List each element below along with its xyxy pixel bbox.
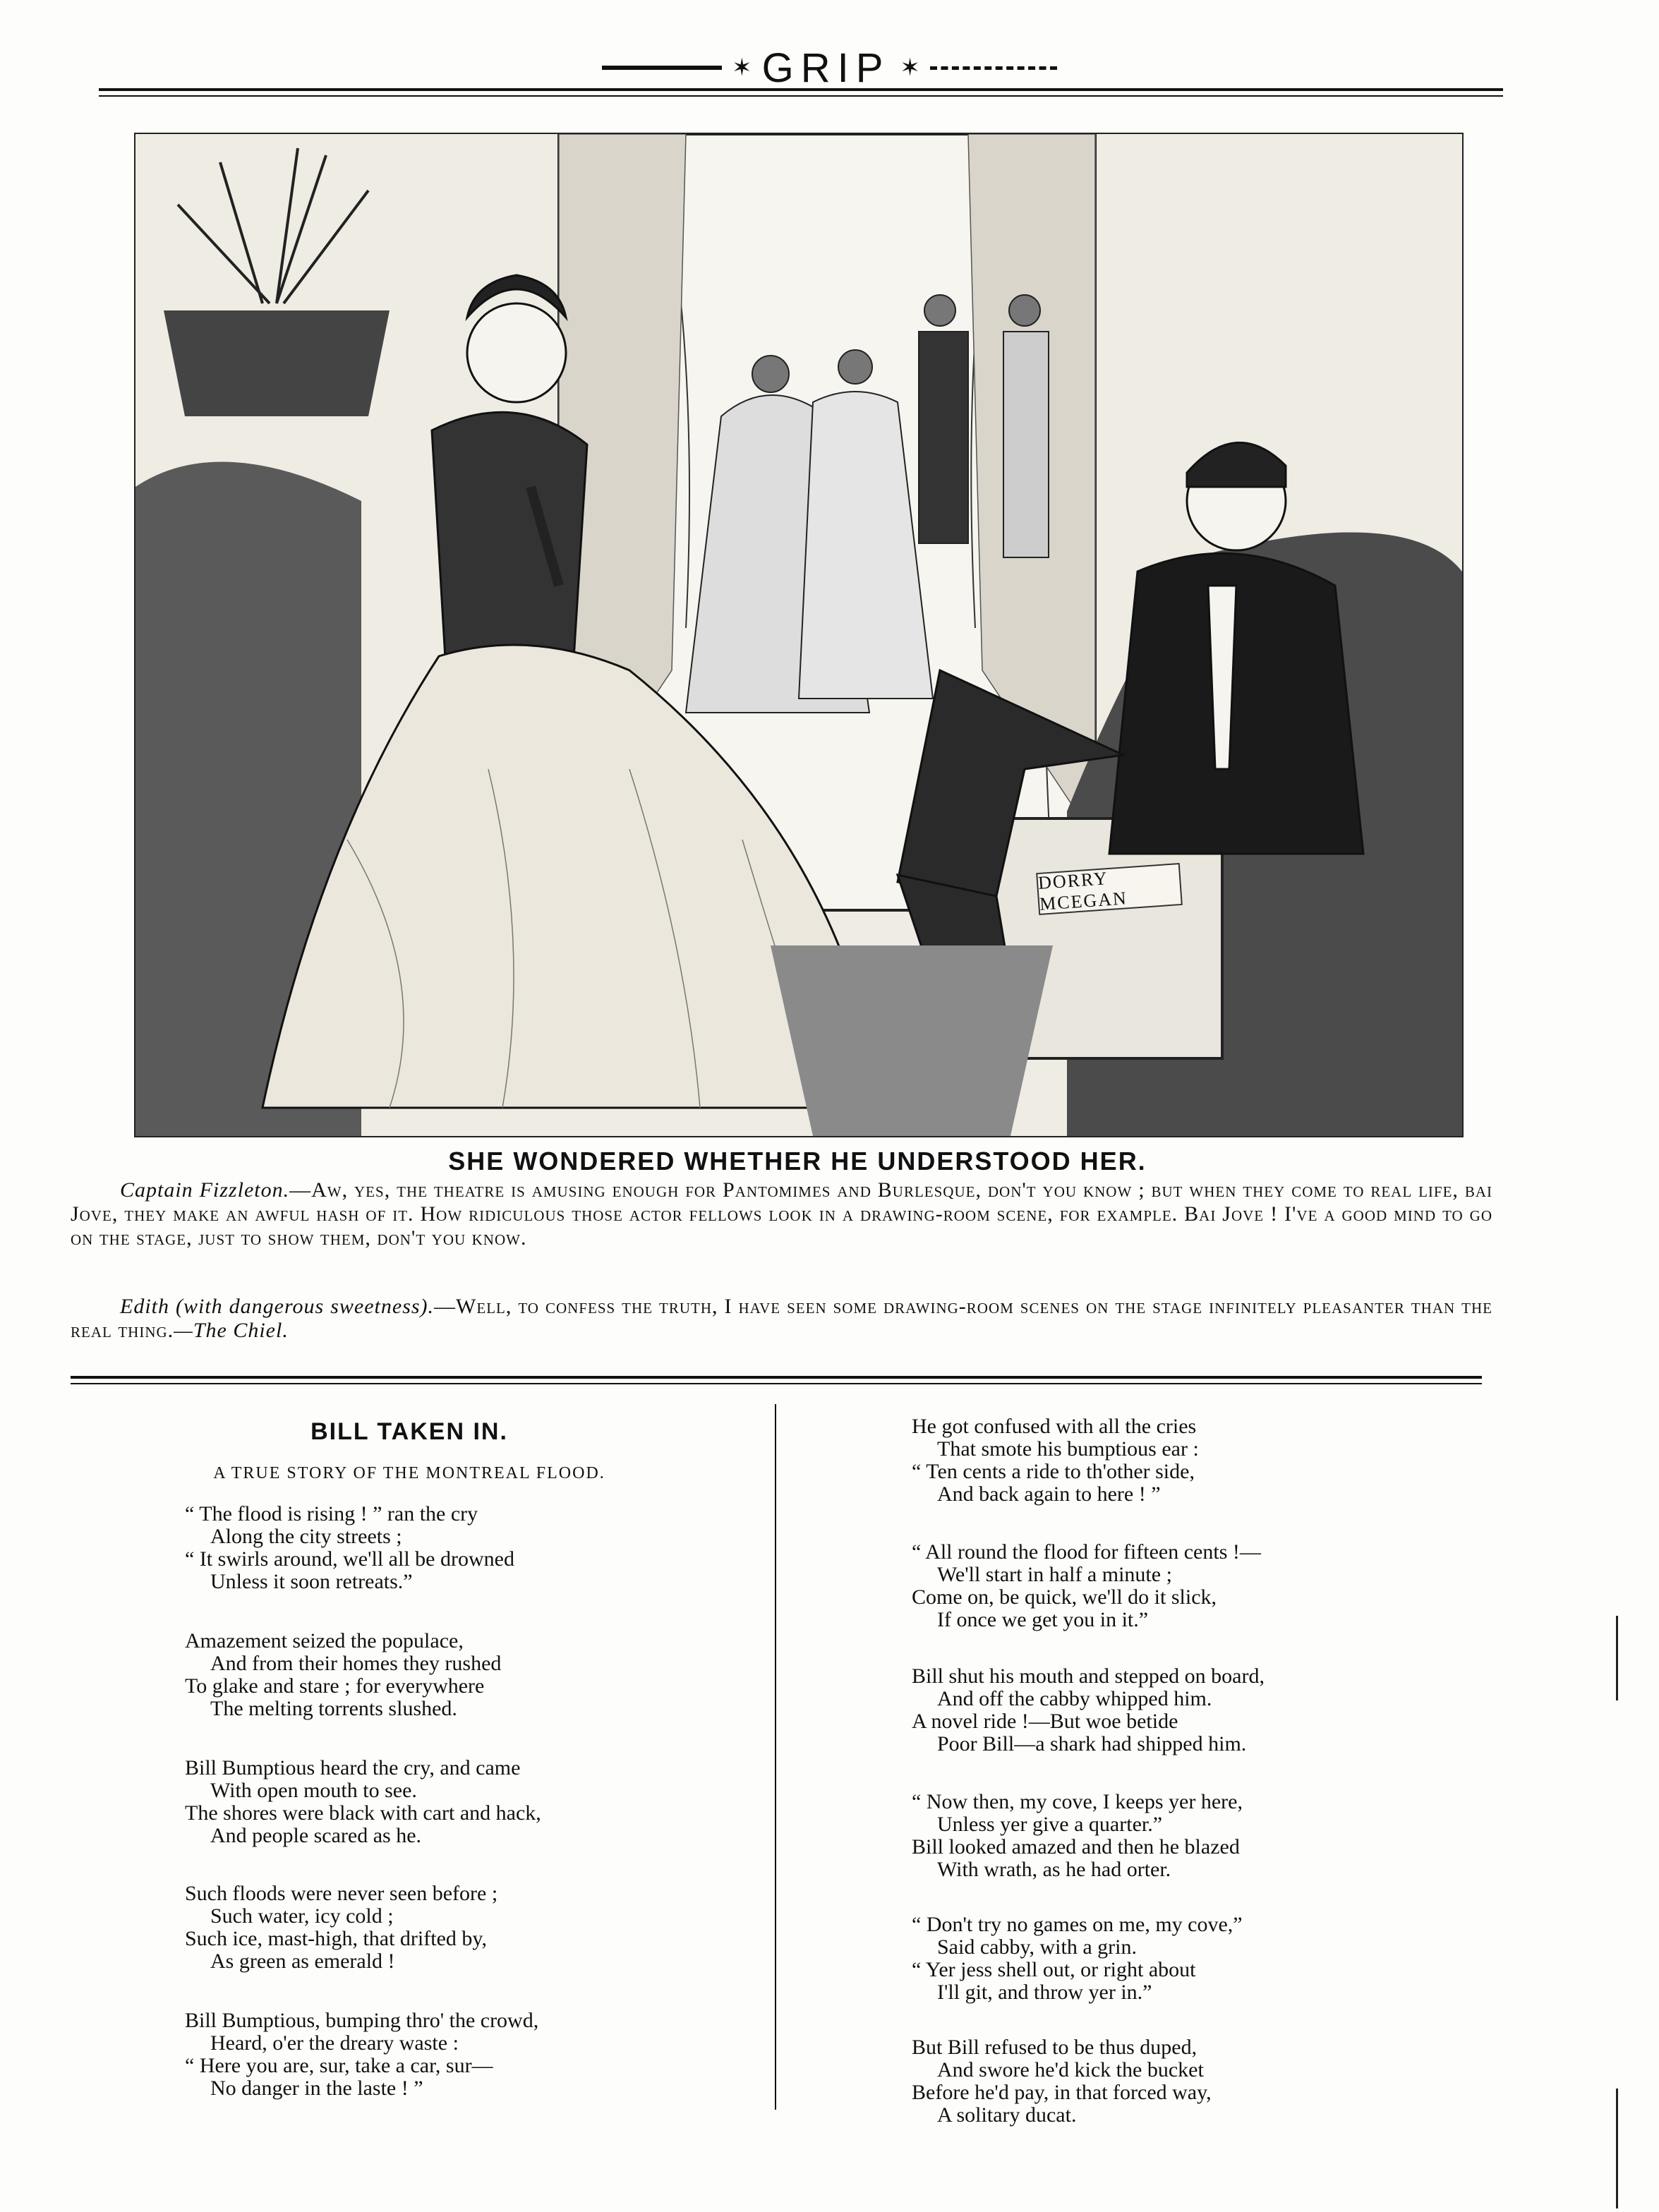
poem-line: Bill Bumptious, bumping thro' the crowd, xyxy=(185,2009,539,2032)
poem-line: Such ice, mast-high, that drifted by, xyxy=(185,1927,487,1950)
poem-line: Along the city streets ; xyxy=(210,1525,402,1548)
poem-line: “ All round the flood for fifteen cents !— xyxy=(912,1540,1261,1564)
stanza xyxy=(185,1503,514,1593)
stanza xyxy=(912,1665,1265,1755)
masthead-rule-left xyxy=(602,66,722,70)
drawing-room-scene xyxy=(135,134,1462,1136)
poem-line: The melting torrents slushed. xyxy=(210,1697,457,1720)
poem-line: As green as emerald ! xyxy=(210,1950,395,1973)
poem-line: And swore he'd kick the bucket xyxy=(937,2058,1204,2081)
poem-line: Bill looked amazed and then he blazed xyxy=(912,1835,1240,1859)
poem-line: “ Ten cents a ride to th'other side, xyxy=(912,1460,1195,1483)
poem-line: With open mouth to see. xyxy=(210,1779,417,1802)
poem-line: Unless yer give a quarter.” xyxy=(937,1813,1163,1836)
poem-line: And people scared as he. xyxy=(210,1824,422,1847)
dialog-text: —Aw, yes, the theatre is amusing enough for Pantomimes and Burlesque, don't you know ; but when they come to real life, bai Jove, they make an awful hash of it. How ridiculous those actor fellows look in a drawing-room scene, for example. Bai Jove ! I've a good mind to go on the stage, just to show them, don't you know. xyxy=(71,1178,1492,1250)
stanza xyxy=(912,2036,1212,2127)
poem-line: “ Here you are, sur, take a car, sur— xyxy=(185,2054,493,2077)
poem-line: “ Yer jess shell out, or right about xyxy=(912,1958,1196,1981)
column-divider xyxy=(775,1404,776,2110)
poem-line: With wrath, as he had orter. xyxy=(937,1858,1171,1881)
star-icon: ✶ xyxy=(900,55,920,81)
dialog-speaker: Captain Fizzleton. xyxy=(120,1178,290,1202)
dialog-source: —The Chiel. xyxy=(174,1319,289,1342)
poem-line: Poor Bill—a shark had shipped him. xyxy=(937,1732,1247,1755)
stanza xyxy=(185,1882,497,1973)
poem-line: Said cabby, with a grin. xyxy=(937,1935,1137,1959)
header-rule xyxy=(99,88,1503,97)
section-rule xyxy=(71,1376,1482,1384)
poem-title: BILL TAKEN IN. xyxy=(310,1418,508,1445)
poem-line: To glake and stare ; for everywhere xyxy=(185,1674,485,1698)
stanza xyxy=(912,1415,1199,1506)
poem-line: A novel ride !—But woe betide xyxy=(912,1710,1178,1733)
poem-line: “ It swirls around, we'll all be drowned xyxy=(185,1547,514,1571)
scan-edge-mark xyxy=(1616,1616,1618,1700)
cartoon-caption-title: SHE WONDERED WHETHER HE UNDERSTOOD HER. xyxy=(448,1147,1147,1175)
dialog-text: —Well, to confess the truth, I have seen some drawing-room scenes on the stage infinitely pleasanter than the real thing. xyxy=(71,1295,1492,1342)
poem-line: If once we get you in it.” xyxy=(937,1608,1149,1631)
poem-line: “ Now then, my cove, I keeps yer here, xyxy=(912,1790,1243,1813)
dialog-speaker: Edith (with dangerous sweetness). xyxy=(120,1295,435,1318)
stanza xyxy=(185,2009,538,2100)
poem-line: Unless it soon retreats.” xyxy=(210,1570,413,1593)
poem-line: We'll start in half a minute ; xyxy=(937,1563,1172,1586)
masthead-title: GRIP xyxy=(761,44,891,91)
poem-line: He got confused with all the cries xyxy=(912,1415,1197,1438)
stanza xyxy=(912,1541,1261,1631)
poem-line: And back again to here ! ” xyxy=(937,1482,1161,1506)
stanza xyxy=(912,1914,1243,2004)
poem-line: The shores were black with cart and hack, xyxy=(185,1801,541,1825)
poem-line: That smote his bumptious ear : xyxy=(937,1437,1199,1461)
poem-line: Bill shut his mouth and stepped on board, xyxy=(912,1664,1265,1688)
poem-line: Bill Bumptious heard the cry, and came xyxy=(185,1756,521,1779)
poem-line: Come on, be quick, we'll do it slick, xyxy=(912,1585,1217,1609)
masthead-rule-right xyxy=(930,66,1057,70)
poem-subtitle: A TRUE STORY OF THE MONTREAL FLOOD. xyxy=(213,1464,605,1482)
poem-line: And off the cabby whipped him. xyxy=(937,1687,1212,1710)
scan-edge-mark xyxy=(1616,2089,1618,2208)
poem-line: But Bill refused to be thus duped, xyxy=(912,2036,1198,2059)
poem-line: No danger in the laste ! ” xyxy=(210,2077,423,2100)
stanza xyxy=(185,1757,541,1847)
star-icon: ✶ xyxy=(732,55,752,81)
cartoon-illustration xyxy=(134,133,1464,1137)
masthead xyxy=(0,40,1659,96)
poem-line: A solitary ducat. xyxy=(937,2103,1077,2127)
poem-line: Heard, o'er the dreary waste : xyxy=(210,2031,459,2055)
poem-line: I'll git, and throw yer in.” xyxy=(937,1981,1152,2004)
poem-line: Such water, icy cold ; xyxy=(210,1904,394,1928)
stanza xyxy=(185,1630,501,1720)
poem-line: And from their homes they rushed xyxy=(210,1652,502,1675)
stanza xyxy=(912,1791,1243,1881)
poem-line: Before he'd pay, in that forced way, xyxy=(912,2081,1212,2104)
poem-line: “ Don't try no games on me, my cove,” xyxy=(912,1913,1243,1936)
poem-line: Such floods were never seen before ; xyxy=(185,1882,498,1905)
dialog-paragraph xyxy=(71,1178,1492,1250)
dialog-paragraph xyxy=(71,1295,1492,1343)
poem-line: Amazement seized the populace, xyxy=(185,1629,464,1652)
poem-line: “ The flood is rising ! ” ran the cry xyxy=(185,1502,478,1525)
artist-signature: DORRY MCEGAN xyxy=(1036,863,1183,915)
